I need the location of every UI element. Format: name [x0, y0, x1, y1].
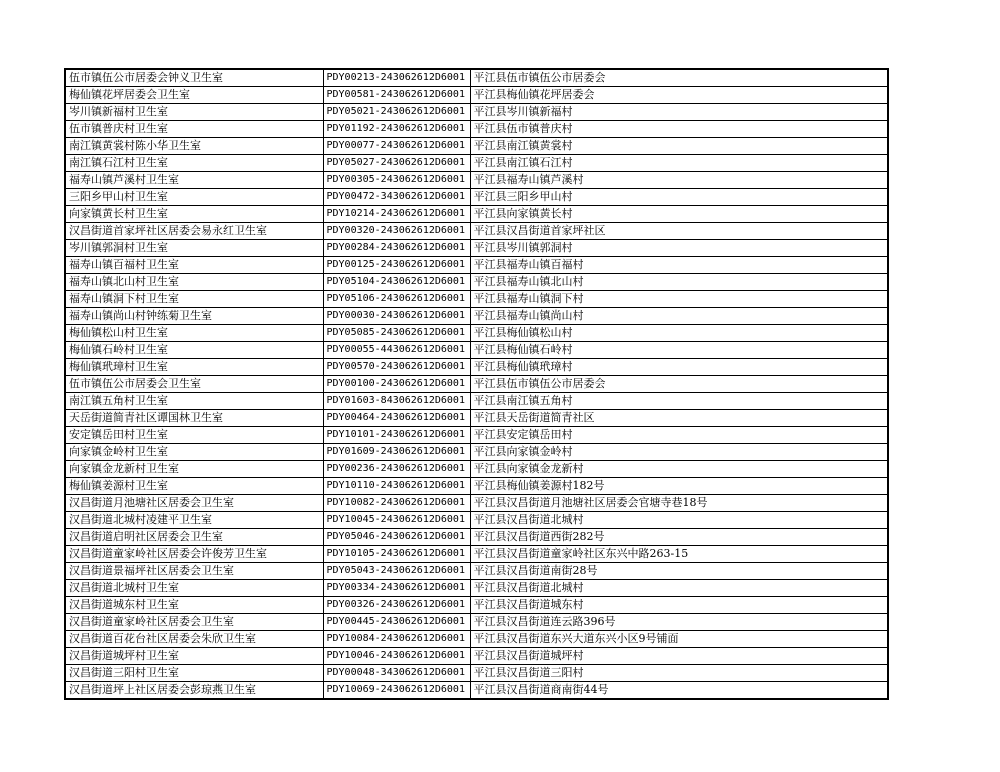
table-row — [65, 546, 888, 563]
address-cell: 平江县汉昌街道月池塘社区居委会官塘寺巷18号 — [470, 495, 888, 512]
table-row — [65, 665, 888, 682]
clinic-name-cell: 汉昌街道童家岭社区居委会许俊芳卫生室 — [65, 546, 323, 563]
clinic-name-cell: 汉昌街道城东村卫生室 — [65, 597, 323, 614]
address-cell: 平江县梅仙镇姜源村182号 — [470, 478, 888, 495]
license-code-cell: PDY10082-243062612D6001 — [323, 495, 470, 512]
table-row — [65, 563, 888, 580]
license-code-cell: PDY10110-243062612D6001 — [323, 478, 470, 495]
table-row — [65, 631, 888, 648]
license-code-cell: PDY10105-243062612D6001 — [323, 546, 470, 563]
table-row — [65, 342, 888, 359]
license-code-cell: PDY05046-243062612D6001 — [323, 529, 470, 546]
table-row — [65, 410, 888, 427]
license-code-cell: PDY00445-243062612D6001 — [323, 614, 470, 631]
table-row — [65, 495, 888, 512]
clinic-name-cell: 南江镇五角村卫生室 — [65, 393, 323, 410]
clinic-name-cell: 汉昌街道启明社区居委会卫生室 — [65, 529, 323, 546]
table-row — [65, 223, 888, 240]
address-cell: 平江县汉昌街道城东村 — [470, 597, 888, 614]
clinic-name-cell: 汉昌街道童家岭社区居委会卫生室 — [65, 614, 323, 631]
license-code-cell: PDY00048-343062612D6001 — [323, 665, 470, 682]
clinic-name-cell: 福寿山镇芦溪村卫生室 — [65, 172, 323, 189]
address-cell: 平江县三阳乡甲山村 — [470, 189, 888, 206]
clinic-name-cell: 汉昌街道百花台社区居委会朱欣卫生室 — [65, 631, 323, 648]
address-cell: 平江县南江镇石江村 — [470, 155, 888, 172]
clinic-name-cell: 南江镇石江村卫生室 — [65, 155, 323, 172]
address-cell: 平江县汉昌街道东兴大道东兴小区9号铺面 — [470, 631, 888, 648]
address-cell: 平江县梅仙镇松山村 — [470, 325, 888, 342]
address-cell: 平江县汉昌街道三阳村 — [470, 665, 888, 682]
address-cell: 平江县汉昌街道商南街44号 — [470, 682, 888, 700]
license-code-cell: PDY10084-243062612D6001 — [323, 631, 470, 648]
address-cell: 平江县梅仙镇石岭村 — [470, 342, 888, 359]
license-code-cell: PDY00305-243062612D6001 — [323, 172, 470, 189]
clinic-name-cell: 天岳街道简青社区谭国林卫生室 — [65, 410, 323, 427]
license-code-cell: PDY05043-243062612D6001 — [323, 563, 470, 580]
address-cell: 平江县福寿山镇洞下村 — [470, 291, 888, 308]
license-code-cell: PDY05021-243062612D6001 — [323, 104, 470, 121]
clinic-name-cell: 梅仙镇石岭村卫生室 — [65, 342, 323, 359]
license-code-cell: PDY05027-243062612D6001 — [323, 155, 470, 172]
clinic-name-cell: 梅仙镇玳璋村卫生室 — [65, 359, 323, 376]
license-code-cell: PDY05106-243062612D6001 — [323, 291, 470, 308]
clinic-name-cell: 伍市镇伍公市居委会卫生室 — [65, 376, 323, 393]
address-cell: 平江县南江镇五角村 — [470, 393, 888, 410]
address-cell: 平江县汉昌街道北城村 — [470, 580, 888, 597]
table-row — [65, 597, 888, 614]
table-row — [65, 69, 888, 87]
address-cell: 平江县向家镇金龙新村 — [470, 461, 888, 478]
table-row — [65, 291, 888, 308]
address-cell: 平江县安定镇岳田村 — [470, 427, 888, 444]
license-code-cell: PDY01192-243062612D6001 — [323, 121, 470, 138]
clinic-name-cell: 南江镇黄裳村陈小华卫生室 — [65, 138, 323, 155]
address-cell: 平江县福寿山镇北山村 — [470, 274, 888, 291]
clinic-name-cell: 岑川镇郭洞村卫生室 — [65, 240, 323, 257]
address-cell: 平江县梅仙镇花坪居委会 — [470, 87, 888, 104]
clinic-table-body — [65, 69, 888, 699]
license-code-cell: PDY00464-243062612D6001 — [323, 410, 470, 427]
license-code-cell: PDY00334-243062612D6001 — [323, 580, 470, 597]
clinic-name-cell: 福寿山镇百福村卫生室 — [65, 257, 323, 274]
address-cell: 平江县福寿山镇百福村 — [470, 257, 888, 274]
clinic-name-cell: 梅仙镇花坪居委会卫生室 — [65, 87, 323, 104]
address-cell: 平江县汉昌街道北城村 — [470, 512, 888, 529]
address-cell: 平江县伍市镇伍公市居委会 — [470, 69, 888, 87]
table-row — [65, 529, 888, 546]
address-cell: 平江县汉昌街道童家岭社区东兴中路263-15 — [470, 546, 888, 563]
license-code-cell: PDY00213-243062612D6001 — [323, 69, 470, 87]
license-code-cell: PDY10101-243062612D6001 — [323, 427, 470, 444]
clinic-name-cell: 梅仙镇松山村卫生室 — [65, 325, 323, 342]
table-row — [65, 512, 888, 529]
address-cell: 平江县福寿山镇尚山村 — [470, 308, 888, 325]
license-code-cell: PDY01609-243062612D6001 — [323, 444, 470, 461]
table-row — [65, 648, 888, 665]
clinic-name-cell: 汉昌街道城坪村卫生室 — [65, 648, 323, 665]
address-cell: 平江县汉昌街道城坪村 — [470, 648, 888, 665]
address-cell: 平江县伍市镇普庆村 — [470, 121, 888, 138]
table-row — [65, 376, 888, 393]
table-row — [65, 614, 888, 631]
clinic-name-cell: 伍市镇普庆村卫生室 — [65, 121, 323, 138]
clinic-name-cell: 向家镇金岭村卫生室 — [65, 444, 323, 461]
table-row — [65, 308, 888, 325]
table-row — [65, 444, 888, 461]
table-row — [65, 478, 888, 495]
license-code-cell: PDY00581-243062612D6001 — [323, 87, 470, 104]
table-row — [65, 461, 888, 478]
license-code-cell: PDY00030-243062612D6001 — [323, 308, 470, 325]
clinic-name-cell: 汉昌街道北城村凌建平卫生室 — [65, 512, 323, 529]
table-row — [65, 138, 888, 155]
clinic-name-cell: 汉昌街道首家坪社区居委会易永红卫生室 — [65, 223, 323, 240]
table-row — [65, 206, 888, 223]
clinic-name-cell: 向家镇黄长村卫生室 — [65, 206, 323, 223]
license-code-cell: PDY00472-343062612D6001 — [323, 189, 470, 206]
license-code-cell: PDY00077-243062612D6001 — [323, 138, 470, 155]
license-code-cell: PDY10069-243062612D6001 — [323, 682, 470, 700]
address-cell: 平江县向家镇黄长村 — [470, 206, 888, 223]
license-code-cell: PDY00236-243062612D6001 — [323, 461, 470, 478]
clinic-name-cell: 福寿山镇洞下村卫生室 — [65, 291, 323, 308]
address-cell: 平江县福寿山镇芦溪村 — [470, 172, 888, 189]
clinic-name-cell: 汉昌街道月池塘社区居委会卫生室 — [65, 495, 323, 512]
table-row — [65, 274, 888, 291]
clinic-name-cell: 三阳乡甲山村卫生室 — [65, 189, 323, 206]
license-code-cell: PDY01603-843062612D6001 — [323, 393, 470, 410]
clinic-name-cell: 福寿山镇尚山村钟练菊卫生室 — [65, 308, 323, 325]
license-code-cell: PDY05085-243062612D6001 — [323, 325, 470, 342]
license-code-cell: PDY10045-243062612D6001 — [323, 512, 470, 529]
clinic-name-cell: 伍市镇伍公市居委会钟义卫生室 — [65, 69, 323, 87]
clinic-name-cell: 汉昌街道坪上社区居委会彭琼燕卫生室 — [65, 682, 323, 700]
clinic-table — [64, 68, 889, 700]
table-row — [65, 393, 888, 410]
table-row — [65, 325, 888, 342]
clinic-name-cell: 安定镇岳田村卫生室 — [65, 427, 323, 444]
clinic-name-cell: 梅仙镇姜源村卫生室 — [65, 478, 323, 495]
license-code-cell: PDY00100-243062612D6001 — [323, 376, 470, 393]
table-row — [65, 240, 888, 257]
license-code-cell: PDY00320-243062612D6001 — [323, 223, 470, 240]
license-code-cell: PDY10046-243062612D6001 — [323, 648, 470, 665]
table-row — [65, 172, 888, 189]
address-cell: 平江县岑川镇新福村 — [470, 104, 888, 121]
address-cell: 平江县梅仙镇玳璋村 — [470, 359, 888, 376]
license-code-cell: PDY00326-243062612D6001 — [323, 597, 470, 614]
table-row — [65, 682, 888, 700]
address-cell: 平江县岑川镇郭洞村 — [470, 240, 888, 257]
clinic-name-cell: 福寿山镇北山村卫生室 — [65, 274, 323, 291]
license-code-cell: PDY00570-243062612D6001 — [323, 359, 470, 376]
table-row — [65, 189, 888, 206]
clinic-name-cell: 汉昌街道北城村卫生室 — [65, 580, 323, 597]
table-row — [65, 257, 888, 274]
clinic-name-cell: 向家镇金龙新村卫生室 — [65, 461, 323, 478]
table-row — [65, 427, 888, 444]
address-cell: 平江县汉昌街道南街28号 — [470, 563, 888, 580]
license-code-cell: PDY00284-243062612D6001 — [323, 240, 470, 257]
table-row — [65, 121, 888, 138]
address-cell: 平江县汉昌街道西街282号 — [470, 529, 888, 546]
license-code-cell: PDY00125-243062612D6001 — [323, 257, 470, 274]
clinic-name-cell: 汉昌街道景福坪社区居委会卫生室 — [65, 563, 323, 580]
table-row — [65, 104, 888, 121]
clinic-name-cell: 岑川镇新福村卫生室 — [65, 104, 323, 121]
address-cell: 平江县天岳街道简青社区 — [470, 410, 888, 427]
table-row — [65, 155, 888, 172]
address-cell: 平江县伍市镇伍公市居委会 — [470, 376, 888, 393]
address-cell: 平江县汉昌街道连云路396号 — [470, 614, 888, 631]
table-row — [65, 580, 888, 597]
license-code-cell: PDY00055-443062612D6001 — [323, 342, 470, 359]
license-code-cell: PDY10214-243062612D6001 — [323, 206, 470, 223]
table-row — [65, 87, 888, 104]
table-row — [65, 359, 888, 376]
clinic-name-cell: 汉昌街道三阳村卫生室 — [65, 665, 323, 682]
address-cell: 平江县南江镇黄裳村 — [470, 138, 888, 155]
address-cell: 平江县向家镇金岭村 — [470, 444, 888, 461]
license-code-cell: PDY05104-243062612D6001 — [323, 274, 470, 291]
address-cell: 平江县汉昌街道首家坪社区 — [470, 223, 888, 240]
